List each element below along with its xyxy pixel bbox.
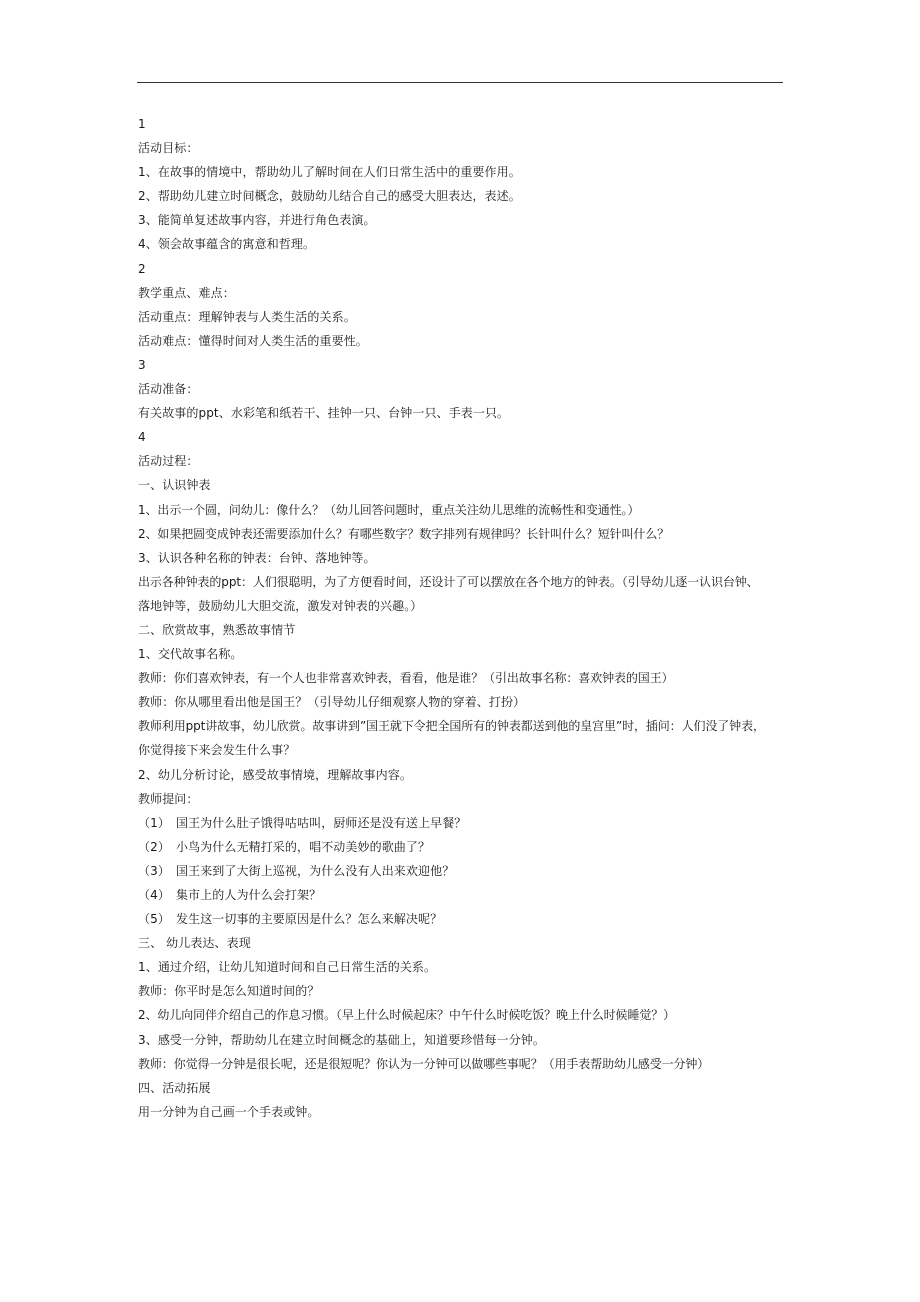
question-number: （5）: [138, 912, 170, 927]
goal-item: 4、领会故事蕴含的寓意和哲理。: [138, 237, 316, 252]
goal-item: 1、在故事的情境中，帮助幼儿了解时间在人们日常生活中的重要作用。: [138, 165, 521, 180]
subsection-heading: 三、 幼儿表达、表现: [138, 936, 251, 951]
paragraph: 教师：你觉得一分钟是很长呢，还是很短呢？你认为一分钟可以做哪些事呢？（用手表帮助幼儿感受一分钟）: [138, 1056, 710, 1071]
paragraph: 活动重点：理解钟表与人类生活的关系。: [138, 309, 356, 324]
paragraph: 1、出示一个圆，问幼儿：像什么？（幼儿回答问题时，重点关注幼儿思维的流畅性和变通性。）: [138, 502, 640, 517]
subsection-heading: 一、认识钟表: [138, 478, 211, 493]
paragraph: 2、幼儿向同伴介绍自己的作息习惯。（早上什么时候起床？中午什么时候吃饭？晚上什么时候睡觉？）: [138, 1008, 676, 1023]
goal-item: 3、能简单复述故事内容，并进行角色表演。: [138, 213, 376, 228]
question-text: 发生这一切事的主要原因是什么？怎么来解决呢？: [176, 912, 443, 927]
paragraph: 教师利用ppt讲故事，幼儿欣赏。故事讲到”国王就下令把全国所有的钟表都送到他的皇宫里”时，插问：人们没了钟表，: [138, 719, 765, 734]
paragraph: 你觉得接下来会发生什么事？: [138, 743, 296, 758]
paragraph: 教师：你们喜欢钟表，有一个人也非常喜欢钟表，看看，他是谁？（引出故事名称：喜欢钟表的国王）: [138, 671, 674, 686]
question-item: [138, 907, 798, 931]
section-number: 4: [138, 430, 146, 445]
subsection-heading: 二、欣赏故事，熟悉故事情节: [138, 622, 296, 637]
section-number: 2: [138, 261, 146, 276]
section-heading: 活动过程：: [138, 454, 199, 469]
question-text: 国王为什么肚子饿得咕咕叫，厨师还是没有送上早餐？: [176, 815, 467, 830]
question-item: [138, 859, 798, 883]
section-number: 3: [138, 357, 146, 372]
header-rule: [137, 82, 783, 83]
paragraph: 教师：你平时是怎么知道时间的？: [138, 984, 320, 999]
question-text: 集市上的人为什么会打架？: [176, 888, 322, 902]
paragraph: 出示各种钟表的ppt：人们很聪明，为了方便看时间，还设计了可以摆放在各个地方的钟表。（引导幼儿逐一认识台钟、: [138, 574, 759, 589]
document-body: [138, 112, 798, 1124]
goal-item: 2、帮助幼儿建立时间概念，鼓励幼儿结合自己的感受大胆表达，表述。: [138, 189, 521, 204]
paragraph: 2、幼儿分析讨论，感受故事情境，理解故事内容。: [138, 767, 412, 782]
paragraph: 教师提问：: [138, 791, 199, 806]
question-number: （1）: [138, 815, 170, 830]
question-text: 小鸟为什么无精打采的，唱不动美妙的歌曲了？: [176, 839, 431, 854]
question-item: [138, 835, 798, 859]
paragraph: 2、如果把圆变成钟表还需要添加什么？有哪些数字？数字排列有规律吗？长针叫什么？短针叫什么？: [138, 526, 670, 541]
section-heading: 活动目标：: [138, 141, 199, 156]
question-number: （4）: [138, 888, 170, 902]
subsection-heading: 四、活动拓展: [138, 1080, 211, 1095]
paragraph: 3、感受一分钟，帮助幼儿在建立时间概念的基础上，知道要珍惜每一分钟。: [138, 1032, 546, 1047]
section-heading: 活动准备：: [138, 382, 199, 397]
question-number: （2）: [138, 839, 170, 854]
paragraph: 3、认识各种名称的钟表：台钟、落地钟等。: [138, 550, 376, 565]
paragraph: 1、通过介绍，让幼儿知道时间和自己日常生活的关系。: [138, 960, 437, 975]
paragraph: 1、交代故事名称。: [138, 647, 243, 662]
section-number: 1: [138, 117, 146, 131]
paragraph: 活动难点：懂得时间对人类生活的重要性。: [138, 333, 368, 348]
paragraph: 落地钟等，鼓励幼儿大胆交流，激发对钟表的兴趣。）: [138, 598, 423, 613]
paragraph: 用一分钟为自己画一个手表或钟。: [138, 1104, 320, 1119]
question-number: （3）: [138, 863, 170, 878]
paragraph: 教师：你从哪里看出他是国王？（引导幼儿仔细观察人物的穿着、打扮）: [138, 695, 526, 710]
question-item: [138, 883, 798, 907]
paragraph: 有关故事的ppt、水彩笔和纸若干、挂钟一只、台钟一只、手表一只。: [138, 406, 510, 421]
question-text: 国王来到了大街上巡视，为什么没有人出来欢迎他？: [176, 863, 455, 878]
question-item: [138, 811, 798, 835]
section-heading: 教学重点、难点：: [138, 285, 235, 300]
